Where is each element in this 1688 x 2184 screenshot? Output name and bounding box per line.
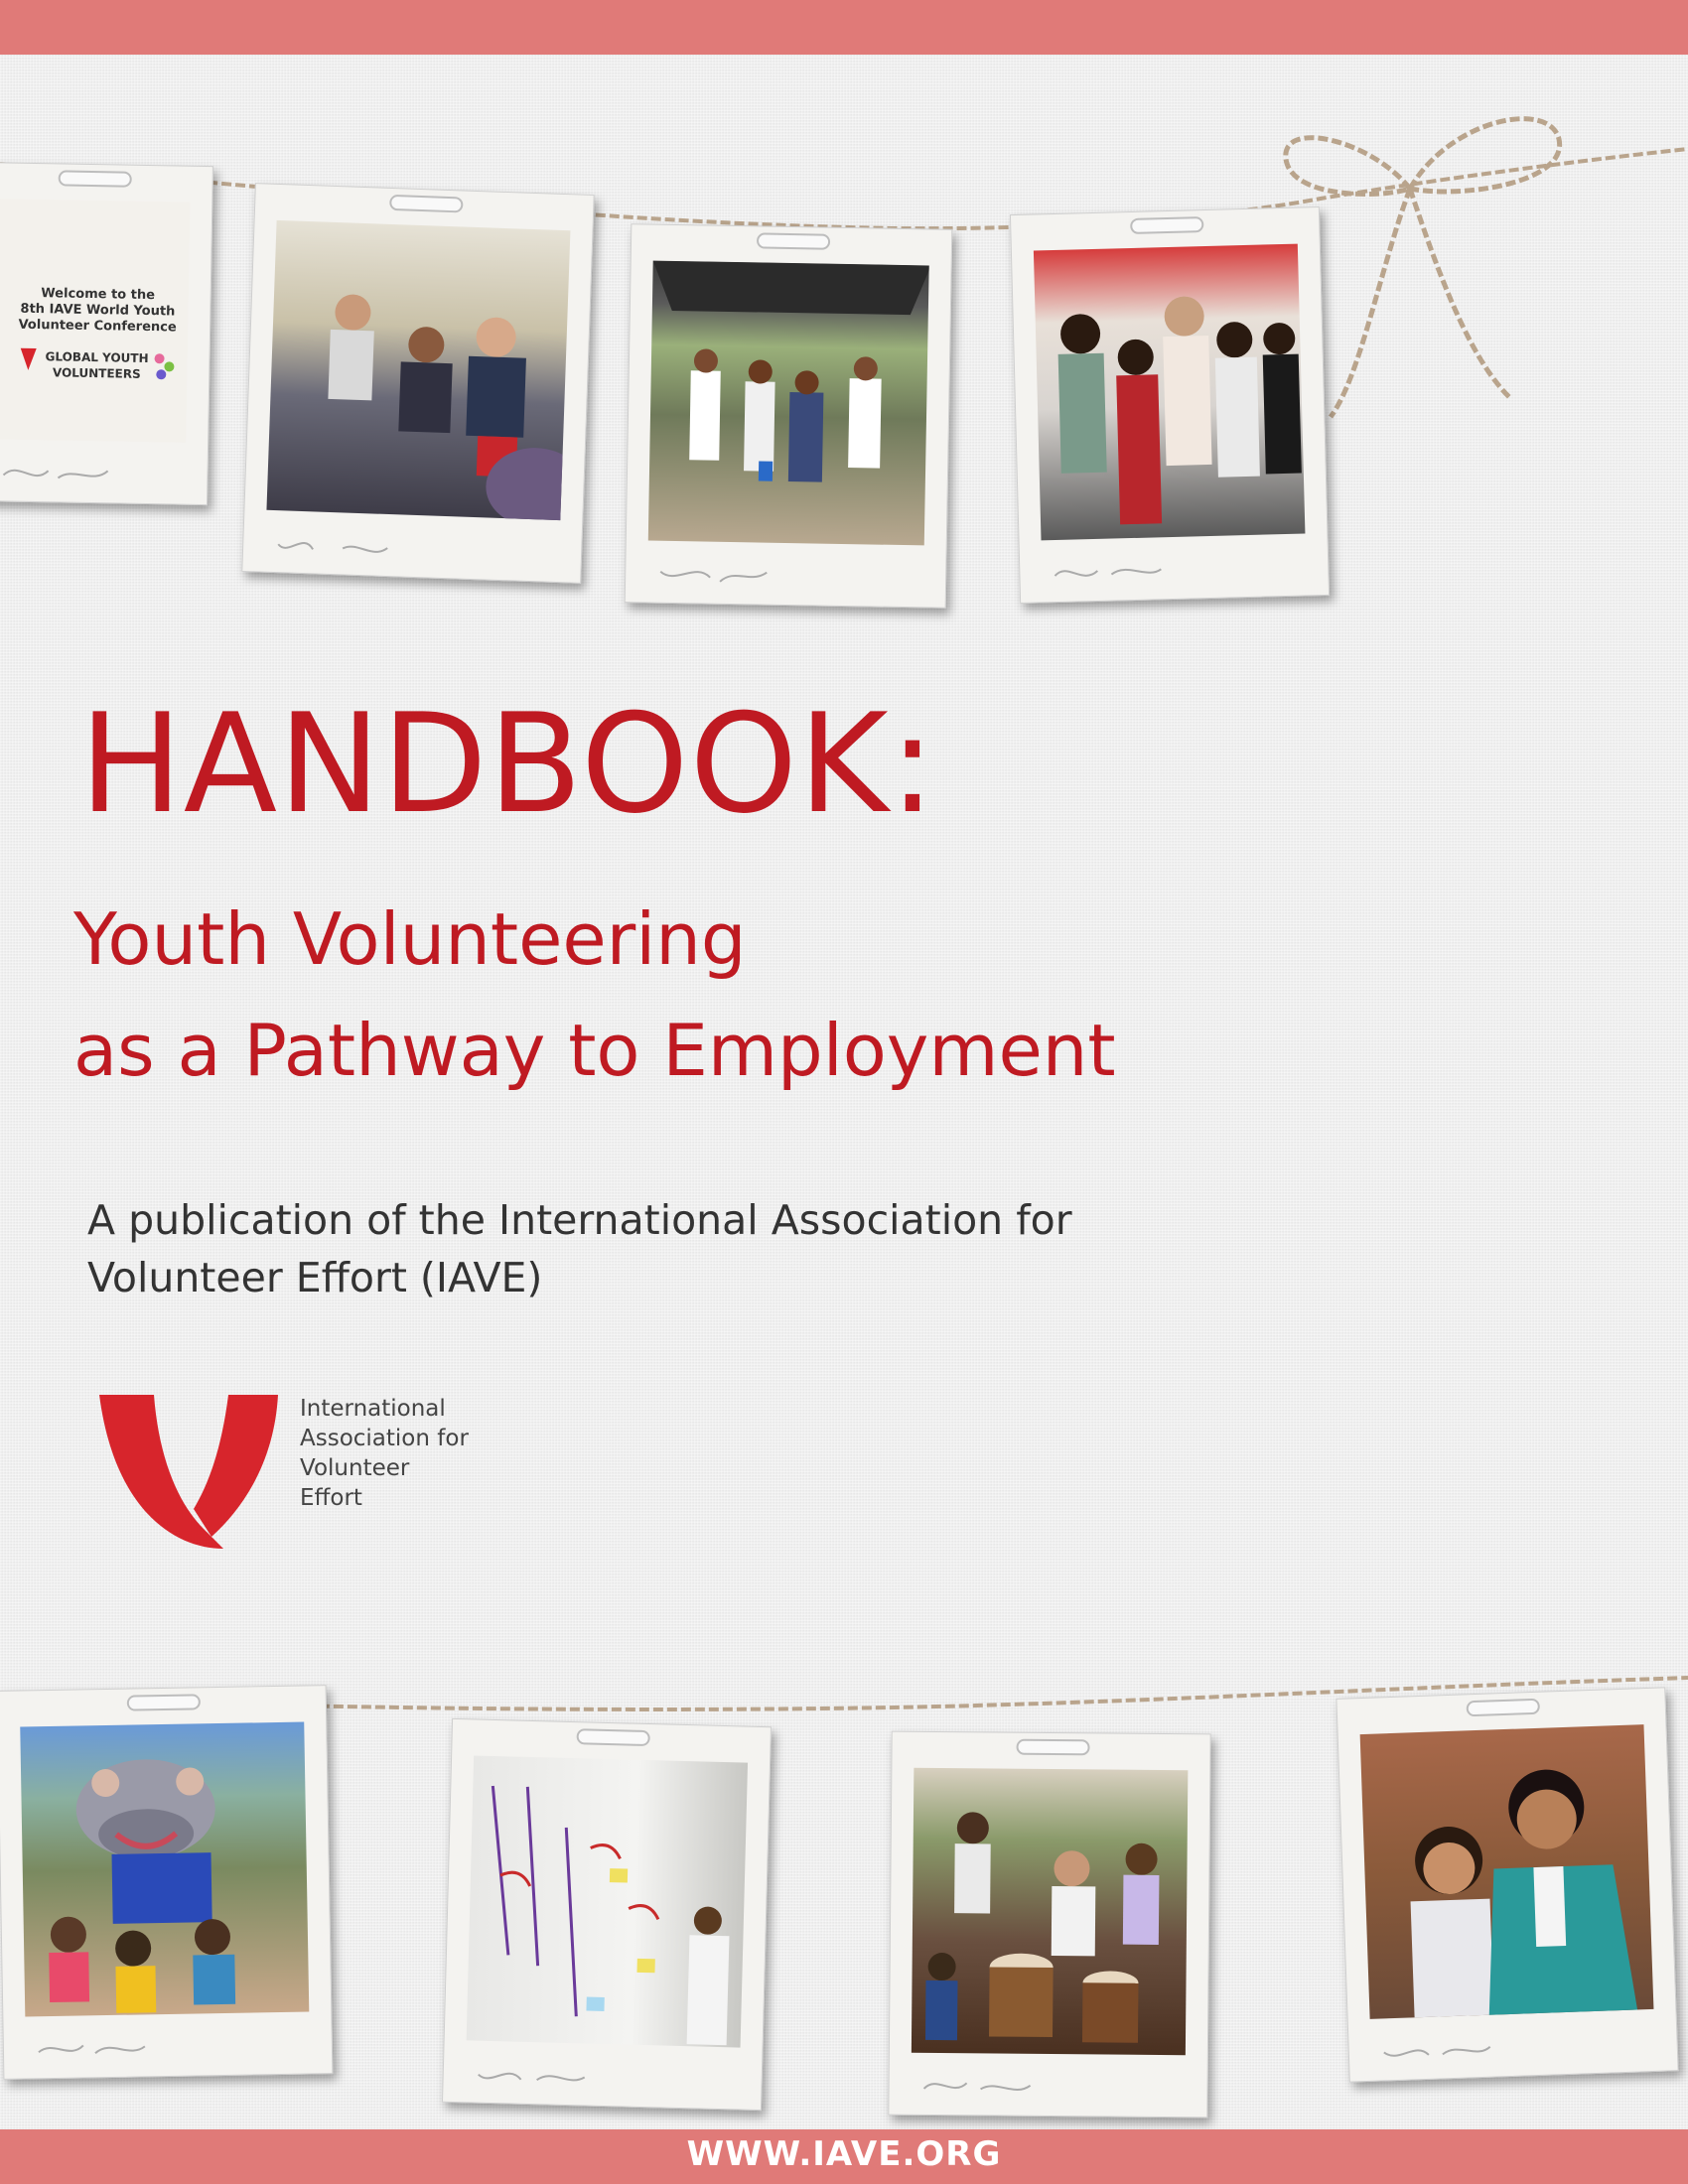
publication-line-2: Volunteer Effort (IAVE): [87, 1254, 543, 1301]
banner-text-4: GLOBAL YOUTH: [45, 349, 149, 366]
hippo-mascot-children-photo: [20, 1722, 309, 2017]
iave-v-logo-icon: [94, 1390, 283, 1559]
conference-banner-photo: [0, 199, 190, 442]
logo-line-2: Association for: [300, 1426, 469, 1451]
scribble-icon: [1050, 553, 1170, 590]
scribble-icon: [655, 557, 775, 593]
scribble-icon: [273, 526, 393, 564]
banner-text-5: VOLUNTEERS: [52, 365, 141, 381]
clip-icon: [576, 1728, 649, 1746]
bow-icon: [1286, 119, 1560, 417]
clip-icon: [1130, 216, 1203, 234]
handbook-title: HANDBOOK:: [79, 684, 937, 844]
logo-line-4: Effort: [300, 1485, 362, 1511]
publication-statement: [87, 1191, 1378, 1306]
iave-logo-text: [300, 1394, 518, 1513]
publication-line-1: A publication of the International Association for: [87, 1196, 1072, 1244]
polaroid-frame: [0, 162, 213, 505]
scribble-icon: [0, 455, 118, 490]
panel-discussion-photo: [266, 220, 570, 520]
polaroid-frame: [625, 223, 953, 609]
drumming-children-photo: [912, 1768, 1188, 2055]
polaroid-frame: [1336, 1687, 1678, 2082]
banner-text-2: 8th IAVE World Youth: [20, 301, 176, 320]
clip-icon: [1467, 1699, 1541, 1717]
two-volunteers-photo: [1360, 1724, 1654, 2019]
scribble-icon: [918, 2069, 1038, 2104]
clip-icon: [757, 232, 830, 249]
polaroid-frame: [0, 1685, 333, 2080]
logo-line-3: Volunteer: [300, 1455, 410, 1481]
outdoor-volunteers-photo: [648, 261, 929, 546]
whiteboard-writing-photo: [467, 1755, 748, 2047]
logo-line-1: International: [300, 1396, 446, 1422]
group-portrait-photo: [1034, 244, 1306, 541]
polaroid-frame: [442, 1718, 772, 2111]
polaroid-frame: [241, 183, 594, 584]
clip-icon: [389, 195, 464, 213]
subtitle-line-1: Youth Volunteering: [73, 897, 747, 981]
scribble-icon: [1378, 2030, 1498, 2068]
clip-icon: [59, 170, 132, 187]
polaroid-frame: [1010, 206, 1330, 604]
banner-text-3: Volunteer Conference: [18, 317, 177, 336]
banner-text-1: Welcome to the: [41, 286, 156, 304]
website-url[interactable]: WWW.IAVE.ORG: [686, 2134, 1002, 2174]
subtitle-line-2: as a Pathway to Employment: [73, 1009, 1116, 1092]
clip-icon: [1016, 1739, 1089, 1756]
polaroid-frame: [888, 1731, 1210, 2118]
scribble-icon: [473, 2057, 593, 2094]
scribble-icon: [34, 2030, 154, 2066]
handbook-subtitle: [73, 884, 1116, 1106]
clip-icon: [127, 1694, 201, 1710]
